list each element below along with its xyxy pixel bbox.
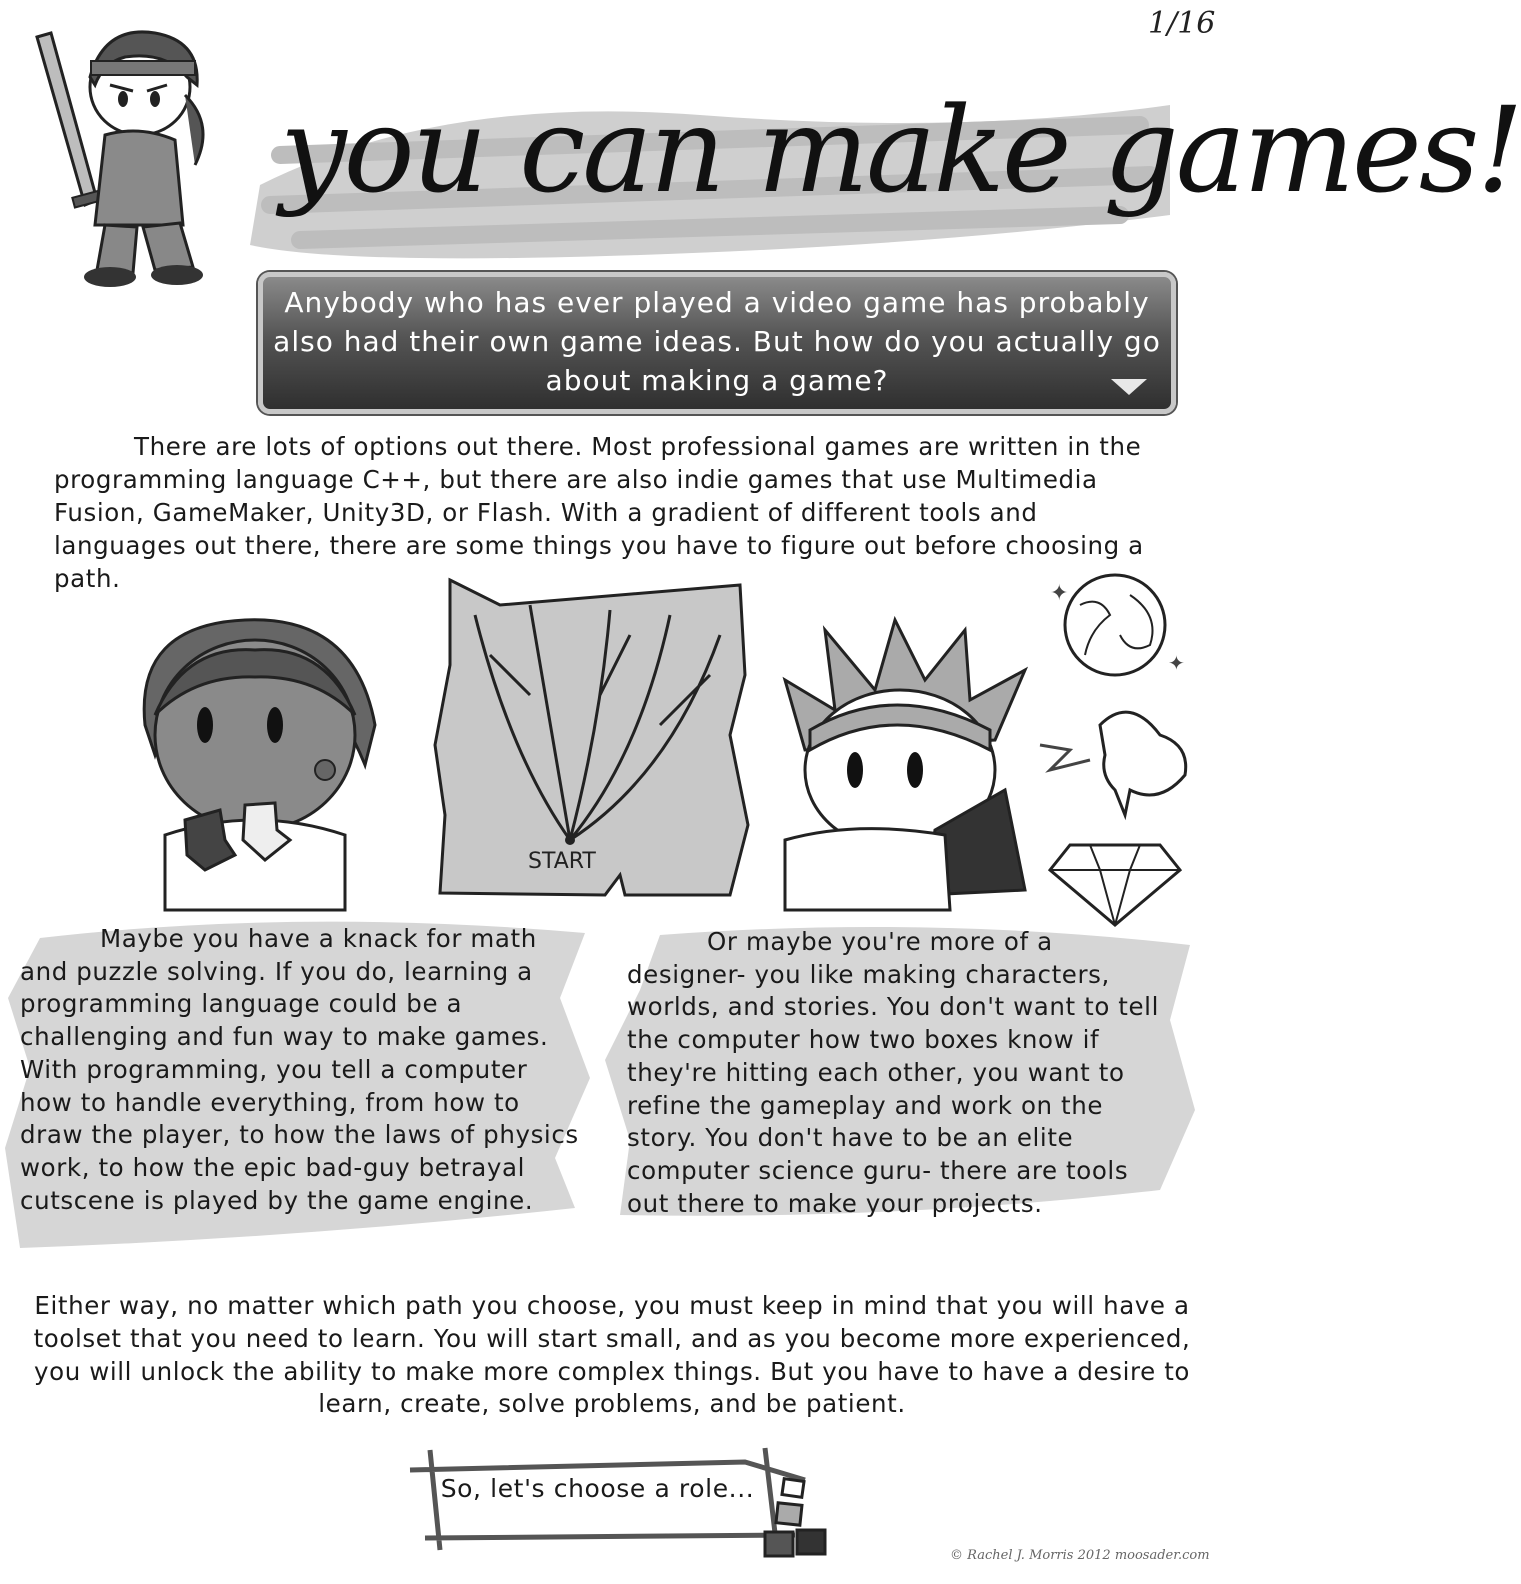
- map-start-label: START: [528, 849, 596, 874]
- page-title: you can make games!: [280, 81, 1521, 219]
- designer-paragraph: [627, 926, 1172, 1220]
- globe-icon: [1065, 575, 1165, 675]
- dialog-continue-arrow-icon[interactable]: [1111, 379, 1147, 395]
- branching-map-icon: [430, 575, 760, 905]
- intro-text: There are lots of options out there. Most professional games are written in the programming language C++, but there are also indie games that use Multimedia Fusion, GameMaker, Unity3D, or Flash. With a gradient of different tools and languages out there, there are some things you have to figure out before choosing a path.: [54, 432, 1144, 593]
- dragon-icon: [1040, 712, 1186, 815]
- choose-role-box[interactable]: [430, 1460, 765, 1528]
- sparkle-icon: ✦: [1050, 581, 1069, 606]
- puzzle-girl-character-icon: [125, 605, 385, 915]
- either-way-paragraph: Either way, no matter which path you choose, you must keep in mind that you will have a toolset that you need to learn. You will start small, and as you become more experienced, you will unlock the ability to make more complex things. But you have to have a desire to learn, create, solve problems, and be patient.: [33, 1291, 1191, 1419]
- gem-icon: [1050, 845, 1180, 925]
- dialog-text: Anybody who has ever played a video game has probably also had their own game ideas. But how do you actually go about making a game?: [273, 286, 1161, 397]
- designer-text: Or maybe you're more of a designer- you like making characters, worlds, and stories. You don't want to tell the computer how two boxes know if they're hitting each other, you want to refine the gameplay and work on the story. You don't have to be an elite computer science guru- there are tools out there to make your projects.: [627, 927, 1159, 1218]
- intro-paragraph: [54, 430, 1164, 595]
- spiky-hair-designer-character-icon: [775, 620, 1035, 910]
- credit-signature: © Rachel J. Morris 2012 moosader.com: [950, 1548, 1210, 1563]
- sword-ninja-character-icon: [15, 15, 235, 295]
- sparkle-icon: ✦: [1168, 651, 1185, 675]
- page-number: 1/16: [1148, 6, 1216, 41]
- intro-dialog-box: [258, 272, 1176, 414]
- programmer-paragraph: [20, 923, 580, 1217]
- design-ideas-icons: [1030, 575, 1210, 935]
- choose-role-text: So, let's choose a role...: [440, 1474, 755, 1503]
- programmer-text: Maybe you have a knack for math and puzzle solving. If you do, learning a programming language could be a challenging and fun way to make games. With programming, you tell a computer how to handle everything, from how to draw the player, to how the laws of physics work, to how the epic bad-guy betrayal cutscene is played by the game engine.: [20, 924, 579, 1215]
